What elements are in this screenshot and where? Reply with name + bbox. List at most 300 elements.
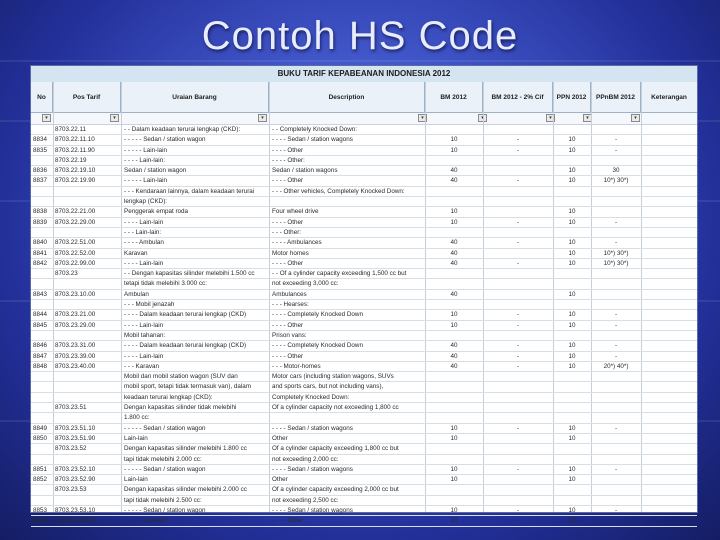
table-cell-no — [33, 187, 53, 196]
table-cell-bmcif — [485, 434, 551, 443]
table-cell-desc: - - - - Other — [272, 321, 304, 329]
table-cell-uraian: - - - Kendaraan lainnya, dalam keadaan terurai — [124, 187, 255, 195]
table-cell-uraian: - - - Karavan — [124, 362, 159, 370]
table-cell-ppn — [555, 279, 589, 288]
table-cell-desc: - - - - Other: — [272, 156, 305, 164]
table-row[interactable] — [31, 352, 697, 362]
table-cell-desc: - - - Other: — [272, 228, 302, 236]
table-cell-ppnbm: - — [614, 342, 618, 350]
table-cell-uraian: - - - - Lain-lain — [124, 259, 164, 267]
dropdown-arrow-icon[interactable]: ▾ — [546, 114, 555, 122]
table-cell-ppn: 10 — [568, 259, 576, 267]
table-cell-no — [33, 125, 53, 134]
table-cell-ppn: 10 — [568, 167, 576, 175]
header-bm-cif[interactable]: BM 2012 - 2% Cif — [483, 82, 553, 112]
table-cell-no — [33, 279, 53, 288]
table-cell-bmcif — [485, 269, 551, 278]
table-cell-ppnbm — [593, 197, 639, 206]
table-cell-uraian: - - - Lain-lain: — [124, 228, 162, 236]
table-cell-no — [33, 455, 53, 464]
table-cell-uraian: Sedan / station wagon — [124, 167, 187, 175]
table-cell-desc: - - - - Other — [272, 146, 304, 154]
table-cell-ppn — [555, 125, 589, 134]
table-cell-no — [33, 269, 53, 278]
table-cell-desc: and sports cars, but not including vans), — [272, 383, 384, 391]
header-pos-tarif[interactable]: Pos Tarif — [53, 82, 121, 112]
table-cell-no — [33, 300, 53, 309]
table-row[interactable] — [31, 496, 697, 506]
table-cell-uraian: - - - - - Lain-lain — [124, 177, 168, 185]
table-cell-bm — [427, 485, 481, 494]
table-cell-uraian: tapi tidak melebihi 2.000 cc: — [124, 455, 202, 463]
table-cell-no: 8847 — [33, 352, 48, 360]
table-cell-bmcif — [485, 125, 551, 134]
table-row[interactable] — [31, 362, 697, 372]
table-cell-desc: - - - - Sedan / station wagons — [272, 424, 353, 432]
table-cell-ppnbm — [593, 382, 639, 391]
table-cell-ppnbm: - — [614, 352, 618, 360]
table-row[interactable] — [31, 393, 697, 403]
dropdown-arrow-icon[interactable]: ▾ — [258, 114, 267, 122]
table-cell-bm: 40 — [450, 342, 458, 350]
table-cell-pos: 8703.22.29.00 — [55, 218, 96, 226]
dropdown-arrow-icon[interactable]: ▾ — [110, 114, 119, 122]
table-row[interactable] — [31, 372, 697, 382]
table-cell-bm — [427, 228, 481, 237]
table-row[interactable] — [31, 279, 697, 289]
table-cell-ppn — [555, 156, 589, 165]
table-cell-no: 8849 — [33, 424, 48, 432]
table-cell-no: 8842 — [33, 259, 48, 267]
filter-row — [31, 113, 697, 125]
slide-title: Contoh HS Code — [201, 14, 519, 58]
table-row[interactable] — [31, 197, 697, 207]
table-cell-bm — [427, 413, 481, 422]
table-cell-bmcif: - — [516, 146, 520, 154]
table-cell-uraian: - - - - Dalam keadaan terurai lengkap (CKD) — [124, 311, 247, 319]
table-cell-uraian: Ambulan — [124, 290, 149, 298]
table-cell-pos: 8703.22.11.10 — [55, 136, 95, 144]
table-cell-ppn: 10 — [568, 506, 576, 514]
table-cell-uraian: - - - - - Sedan / station wagon — [124, 506, 206, 514]
table-cell-bmcif: - — [516, 424, 520, 432]
table-cell-desc: Sedan / station wagons — [272, 167, 338, 175]
table-cell-ppnbm — [593, 393, 639, 402]
table-cell-bmcif: - — [516, 362, 520, 370]
table-row[interactable] — [31, 424, 697, 434]
table-cell-ppnbm — [593, 279, 639, 288]
table-cell-pos — [55, 228, 119, 237]
table-row[interactable] — [31, 475, 697, 485]
table-cell-bm — [427, 331, 481, 340]
table-cell-no: 8851 — [33, 465, 48, 473]
table-cell-pos — [55, 496, 119, 505]
table-cell-desc: - - - - Other — [272, 259, 304, 267]
header-description[interactable]: Description — [269, 82, 425, 112]
table-cell-pos — [55, 372, 119, 381]
table-cell-ppnbm — [593, 187, 639, 196]
header-bm[interactable]: BM 2012 — [425, 82, 483, 112]
table-cell-ppn — [555, 197, 589, 206]
table-cell-bmcif — [485, 331, 551, 340]
table-cell-ppn: 10 — [568, 208, 576, 216]
table-cell-pos — [55, 331, 119, 340]
table-cell-bm: 10 — [450, 136, 458, 144]
table-cell-bmcif — [485, 279, 551, 288]
table-row[interactable] — [31, 506, 697, 516]
table-row[interactable] — [31, 146, 697, 156]
table-cell-ppn — [555, 496, 589, 505]
table-cell-uraian: - - - - - Lain-lain — [124, 146, 168, 154]
table-cell-ppnbm — [593, 496, 639, 505]
table-cell-uraian: - - - - Dalam keadaan terurai lengkap (CKD) — [124, 342, 247, 350]
table-cell-no: 8841 — [33, 249, 48, 257]
table-cell-no — [33, 197, 53, 206]
table-cell-ppnbm: 10*) 30*) — [603, 249, 629, 257]
table-cell-desc: - - - Hearses: — [272, 301, 309, 309]
table-cell-no: 8844 — [33, 311, 48, 319]
table-cell-desc — [272, 413, 423, 422]
table-cell-desc: - - - - Ambulances — [272, 239, 322, 247]
table-row[interactable] — [31, 331, 697, 341]
table-cell-desc: Other — [272, 434, 288, 442]
table-cell-bmcif — [485, 382, 551, 391]
table-cell-bm: 10 — [450, 218, 458, 226]
table-cell-bmcif — [485, 393, 551, 402]
header-uraian[interactable]: Uraian Barang — [121, 82, 269, 112]
header-keterangan[interactable]: Keterangan — [651, 93, 687, 101]
table-cell-ppn — [555, 331, 589, 340]
table-cell-desc: Completely Knocked Down: — [272, 393, 350, 401]
table-row[interactable] — [31, 516, 697, 526]
table-cell-ppnbm — [593, 485, 639, 494]
header-ppnbm[interactable]: PPnBM 2012 — [591, 82, 641, 112]
table-row[interactable] — [31, 413, 697, 423]
table-cell-bm: 10 — [450, 506, 458, 514]
table-cell-pos: 8703.22.51.00 — [55, 239, 96, 247]
table-cell-uraian: mobil sport, tetapi tidak termasuk van), dalam — [124, 383, 252, 391]
table-row[interactable] — [31, 485, 697, 495]
table-row[interactable] — [31, 207, 697, 217]
table-cell-pos: 8703.23.10.00 — [55, 290, 96, 298]
table-cell-ppnbm — [593, 331, 639, 340]
table-cell-uraian: Dengan kapasitas silinder melebihi 2.000 cc — [124, 486, 247, 494]
table-cell-pos: 8703.22.19.90 — [55, 177, 96, 185]
table-cell-bm — [427, 382, 481, 391]
table-row[interactable] — [31, 269, 697, 279]
table-cell-ppn: 10 — [568, 146, 576, 154]
table-cell-desc: Prison vans: — [272, 331, 307, 339]
table-cell-pos: 8703.23.31.00 — [55, 342, 96, 350]
table-cell-desc: Motor homes — [272, 249, 309, 257]
table-cell-bm — [427, 372, 481, 381]
table-cell-uraian: - - - - Lain-lain — [124, 321, 164, 329]
table-cell-desc: - - - Other vehicles, Completely Knocked Down: — [272, 187, 405, 195]
table-cell-bm: 10 — [450, 208, 458, 216]
table-cell-pos: 8703.22.21.00 — [55, 208, 96, 216]
table-cell-uraian: - - Dengan kapasitas silinder melebihi 1.500 cc — [124, 270, 255, 278]
table-cell-pos: 8703.23.52 — [55, 445, 87, 453]
table-row[interactable] — [31, 290, 697, 300]
table-row[interactable] — [31, 444, 697, 454]
table-cell-ppnbm — [593, 444, 639, 453]
table-cell-ppn: 10 — [568, 239, 576, 247]
table-cell-bm — [427, 156, 481, 165]
table-cell-bm: 10 — [450, 476, 458, 484]
table-cell-ppn — [555, 485, 589, 494]
table-cell-desc: Ambulances — [272, 290, 307, 298]
table-cell-pos — [55, 382, 119, 391]
table-cell-bmcif — [485, 187, 551, 196]
table-row[interactable] — [31, 455, 697, 465]
table-cell-bmcif — [485, 228, 551, 237]
table-cell-bmcif: - — [516, 352, 520, 360]
table-cell-pos: 8703.22.11 — [55, 126, 87, 133]
table-cell-ppn — [555, 269, 589, 278]
table-cell-bmcif — [485, 207, 551, 216]
table-cell-ppnbm: - — [614, 465, 618, 473]
table-cell-bmcif — [485, 455, 551, 464]
table-cell-no — [33, 331, 53, 340]
table-cell-bm — [427, 455, 481, 464]
table-cell-no — [33, 444, 53, 453]
table-cell-pos: 8703.23.53.90 — [55, 517, 96, 525]
table-cell-ppnbm — [593, 300, 639, 309]
table-cell-uraian: keadaan terurai lengkap (CKD): — [124, 393, 213, 401]
table-row[interactable] — [31, 238, 697, 248]
table-cell-ppn: 10 — [568, 342, 576, 350]
table-cell-bmcif: - — [516, 321, 520, 329]
table-cell-no: 8840 — [33, 239, 48, 247]
table-cell-uraian: - - Dalam keadaan terurai lengkap (CKD): — [124, 126, 241, 133]
table-cell-ppnbm — [593, 207, 639, 216]
table-cell-no: 8852 — [33, 476, 48, 484]
table-cell-pos: 8703.23.29.00 — [55, 321, 96, 329]
table-cell-pos: 8703.22.52.00 — [55, 249, 96, 257]
table-cell-uraian: - - - - Lain-lain: — [124, 156, 165, 164]
table-cell-bm: 40 — [450, 290, 458, 298]
table-cell-desc: - - - - Other — [272, 218, 304, 226]
table-cell-bmcif: - — [516, 517, 520, 525]
table-cell-desc: Of a cylinder capacity exceeding 2,000 cc but — [272, 486, 399, 494]
table-cell-ppn: 10 — [568, 136, 576, 144]
table-row[interactable] — [31, 434, 697, 444]
table-cell-bm — [427, 279, 481, 288]
table-cell-uraian: - - - - Lain-lain — [124, 352, 164, 360]
table-cell-no: 8853 — [33, 506, 48, 514]
table-cell-uraian: Karavan — [124, 249, 148, 257]
table-cell-no: 8839 — [33, 218, 48, 226]
table-cell-ppnbm — [593, 125, 639, 134]
table-row[interactable] — [31, 300, 697, 310]
table-cell-pos: 8703.23.21.00 — [55, 311, 96, 319]
table-cell-uraian: Lain-lain — [124, 476, 148, 484]
table-row[interactable] — [31, 259, 697, 269]
table-cell-ppnbm: - — [614, 136, 618, 144]
header-no[interactable]: No — [31, 82, 53, 112]
table-cell-uraian: Lain-lain — [124, 434, 148, 442]
table-cell-ppnbm — [593, 290, 639, 299]
table-cell-uraian: 1.800 cc: — [124, 414, 150, 422]
table-cell-uraian: - - - - - Sedan / station wagon — [124, 465, 206, 473]
table-cell-no — [33, 228, 53, 237]
table-cell-ppn — [555, 372, 589, 381]
table-cell-no: 8846 — [33, 342, 48, 350]
table-cell-bm: 40 — [450, 352, 458, 360]
header-ppn[interactable]: PPN 2012 — [553, 82, 591, 112]
table-cell-bmcif — [485, 413, 551, 422]
table-cell-uraian: Mobil tahanan: — [124, 331, 166, 339]
table-cell-ppnbm: - — [614, 517, 618, 525]
table-cell-bmcif: - — [516, 342, 520, 350]
table-cell-bmcif — [485, 300, 551, 309]
table-cell-uraian: tapi tidak melebihi 2.500 cc: — [124, 496, 202, 504]
table-cell-desc: - - - - Sedan / station wagons — [272, 136, 353, 144]
table-row[interactable] — [31, 321, 697, 331]
table-cell-desc: not exceeding 2,000 cc: — [272, 455, 339, 463]
table-cell-bmcif — [485, 372, 551, 381]
table-cell-pos: 8703.23.39.00 — [55, 352, 96, 360]
table-cell-no — [33, 496, 53, 505]
table-cell-bmcif — [485, 403, 551, 412]
dropdown-arrow-icon[interactable]: ▾ — [583, 114, 592, 122]
table-cell-ppn — [555, 444, 589, 453]
table-cell-bm: 40 — [450, 362, 458, 370]
table-cell-bm: 40 — [450, 177, 458, 185]
table-cell-bmcif: - — [516, 465, 520, 473]
table-cell-bm: 40 — [450, 259, 458, 267]
table-row[interactable] — [31, 218, 697, 228]
table-cell-ppn — [555, 300, 589, 309]
table-cell-desc: - - - - Sedan / station wagons — [272, 506, 353, 514]
table-cell-no — [33, 372, 53, 381]
table-row[interactable] — [31, 403, 697, 413]
table-cell-ppnbm: 10*) 30*) — [603, 177, 629, 185]
table-cell-no: 8854 — [33, 517, 48, 525]
table-cell-bm — [427, 197, 481, 206]
table-row[interactable] — [31, 228, 697, 238]
table-cell-desc: - - Completely Knocked Down: — [272, 126, 358, 133]
table-cell-bmcif: - — [516, 239, 520, 247]
table-cell-desc: Of a cylinder capacity exceeding 1,800 cc but — [272, 445, 399, 453]
table-cell-pos: 8703.23.51 — [55, 404, 87, 412]
table-cell-desc: Motor cars (including station wagons, SUVs — [272, 373, 394, 381]
table-cell-ppnbm: - — [614, 239, 618, 247]
table-row[interactable] — [31, 176, 697, 186]
sheet-banner: BUKU TARIF KEPABEANAN INDONESIA 2012 — [31, 66, 697, 82]
table-cell-pos — [55, 393, 119, 402]
table-cell-ppn — [555, 455, 589, 464]
table-cell-bmcif: - — [516, 177, 520, 185]
table-row[interactable] — [31, 135, 697, 145]
table-cell-bm: 10 — [450, 146, 458, 154]
table-row[interactable] — [31, 125, 697, 135]
table-cell-pos: 8703.22.19 — [55, 156, 87, 164]
table-row[interactable] — [31, 382, 697, 392]
table-cell-uraian: Dengan kapasitas silinder tidak melebihi — [124, 404, 237, 412]
table-row[interactable] — [31, 341, 697, 351]
table-cell-bm — [427, 125, 481, 134]
table-row[interactable] — [31, 465, 697, 475]
table-cell-no: 8834 — [33, 136, 48, 144]
table-cell-uraian: - - - Mobil jenazah — [124, 301, 175, 309]
table-cell-no — [33, 413, 53, 422]
table-cell-uraian: - - - - Ambulan — [124, 239, 164, 247]
table-cell-uraian: tetapi tidak melebihi 3.000 cc: — [124, 280, 207, 288]
table-cell-no: 8838 — [33, 208, 48, 216]
table-cell-ppn — [555, 393, 589, 402]
table-cell-bmcif: - — [516, 506, 520, 514]
table-cell-pos — [55, 413, 119, 422]
table-cell-pos: 8703.23.52.90 — [55, 476, 96, 484]
table-cell-bm: 40 — [450, 167, 458, 175]
table-cell-ppn: 10 — [568, 465, 576, 473]
table-cell-no — [33, 485, 53, 494]
table-cell-bmcif — [485, 166, 551, 175]
table-cell-no — [33, 382, 53, 391]
table-row[interactable] — [31, 166, 697, 176]
table-cell-no — [33, 403, 53, 412]
table-cell-desc: - - - - Other — [272, 517, 304, 525]
table-cell-bmcif — [485, 496, 551, 505]
table-cell-bmcif: - — [516, 136, 520, 144]
table-cell-bm: 40 — [450, 249, 458, 257]
table-cell-ppnbm — [593, 372, 639, 381]
table-cell-bm — [427, 393, 481, 402]
dropdown-arrow-icon[interactable]: ▾ — [631, 114, 640, 122]
table-cell-pos: 8703.23.51.90 — [55, 434, 96, 442]
table-row[interactable] — [31, 156, 697, 166]
table-cell-bmcif — [485, 290, 551, 299]
table-cell-ppnbm: 30 — [612, 167, 620, 175]
table-cell-pos: 8703.22.11.90 — [55, 146, 95, 154]
table-cell-bm: 10 — [450, 434, 458, 442]
table-cell-pos — [55, 197, 119, 206]
dropdown-arrow-icon[interactable]: ▾ — [42, 114, 51, 122]
table-cell-pos: 8703.22.99.00 — [55, 259, 96, 267]
table-cell-ppn — [555, 187, 589, 196]
table-cell-uraian: lengkap (CKD): — [124, 198, 168, 206]
table-cell-ppnbm: - — [614, 321, 618, 329]
table-cell-ppn: 10 — [568, 476, 576, 484]
table-cell-pos: 8703.23.53.10 — [55, 506, 96, 514]
table-cell-ppn: 10 — [568, 352, 576, 360]
table-cell-pos: 8703.23.40.00 — [55, 362, 96, 370]
table-cell-pos — [55, 187, 119, 196]
table-cell-ppnbm: 10*) 30*) — [603, 259, 629, 267]
table-cell-bm: 10 — [450, 424, 458, 432]
table-row[interactable] — [31, 187, 697, 197]
dropdown-arrow-icon[interactable]: ▾ — [418, 114, 427, 122]
table-cell-bmcif — [485, 249, 551, 258]
table-row[interactable] — [31, 310, 697, 320]
table-cell-desc: - - Of a cylinder capacity exceeding 1,500 cc but — [272, 270, 407, 278]
table-cell-no: 8836 — [33, 167, 48, 175]
table-cell-desc: Four wheel drive — [272, 208, 319, 216]
table-row[interactable] — [31, 249, 697, 259]
spreadsheet — [30, 65, 698, 525]
table-cell-no: 8845 — [33, 321, 48, 329]
table-cell-bm: 10 — [450, 321, 458, 329]
table-cell-ppn: 10 — [568, 218, 576, 226]
table-cell-no — [33, 156, 53, 165]
table-cell-no: 8848 — [33, 362, 48, 370]
table-cell-bm: 10 — [450, 465, 458, 473]
table-cell-ppn: 10 — [568, 362, 576, 370]
table-cell-bmcif: - — [516, 259, 520, 267]
table-cell-bmcif — [485, 156, 551, 165]
table-cell-bm — [427, 496, 481, 505]
